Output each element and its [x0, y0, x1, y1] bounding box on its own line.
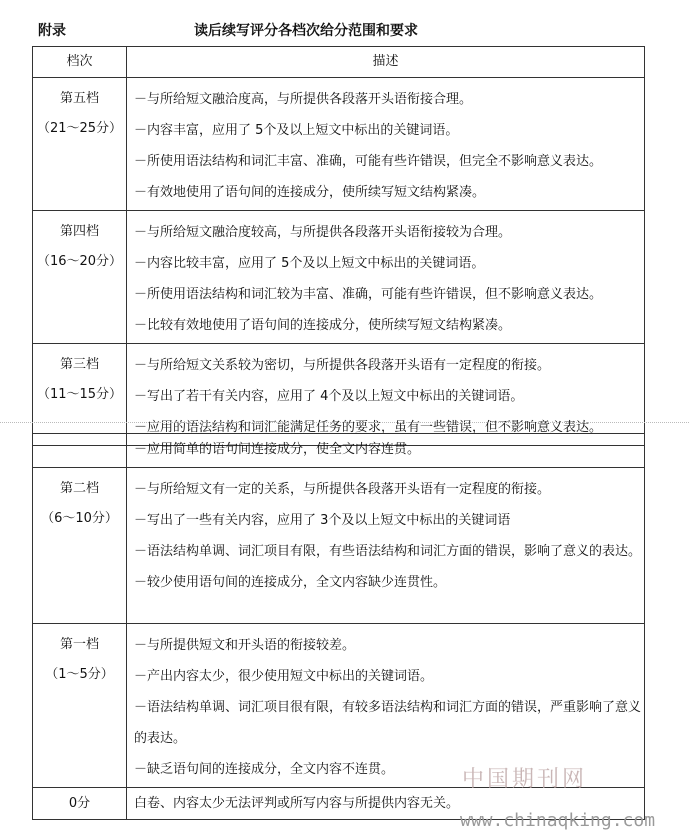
criterion-line: －应用的语法结构和词汇能满足任务的要求，虽有一些错误，但不影响意义表达。 [134, 420, 603, 435]
tier-cell [33, 78, 127, 211]
description-cell [127, 434, 645, 468]
scoring-table-page-1 [32, 46, 645, 446]
description-cell [127, 78, 645, 211]
tier-name: 第一档 [59, 637, 99, 652]
watermark-chinese: 中国期刊网 [462, 767, 588, 792]
tier-range: （6～10分） [41, 511, 118, 526]
criterion-line: －与所给短文融洽度较高，与所提供各段落开头语衔接较为合理。 [134, 225, 512, 240]
tier-name: 第二档 [59, 481, 99, 496]
tier-range: （11～15分） [36, 387, 123, 402]
criterion-line: －与所提供短文和开头语的衔接较差。 [134, 638, 356, 653]
column-header-description: 描述 [127, 47, 645, 78]
criterion-line: －所使用语法结构和词汇丰富、准确，可能有些许错误，但完全不影响意义表达。 [134, 154, 603, 169]
table-row-tier-2 [33, 468, 645, 624]
criterion-line: －较少使用语句间的连接成分，全文内容缺少连贯性。 [134, 575, 447, 590]
tier-name: 第五档 [59, 91, 99, 106]
criterion-line: －缺乏语句间的连接成分，全文内容不连贯。 [134, 762, 395, 777]
watermark-url: www.chinaqking.com [460, 810, 656, 831]
column-header-tier: 档次 [33, 47, 127, 78]
table-header-row [33, 47, 645, 78]
tier-name: 第四档 [59, 224, 99, 239]
criterion-line: －语法结构单调、词汇项目很有限，有较多语法结构和词汇方面的错误，严重影响了意义的表达。 [134, 700, 642, 746]
tier-name: 0分 [33, 788, 127, 820]
table-row-tier-4 [33, 211, 645, 344]
description-cell: 白卷、内容太少无法评判或所写内容与所提供内容无关。 [127, 788, 645, 820]
criterion-line: －比较有效地使用了语句间的连接成分，使所续写短文结构紧凑。 [134, 318, 512, 333]
criterion-line: －写出了若干有关内容，应用了 4个及以上短文中标出的关键词语。 [134, 389, 524, 404]
tier-range: （21～25分） [36, 121, 123, 136]
document-title: 读后续写评分各档次给分范围和要求 [194, 23, 418, 39]
criterion-line: －产出内容太少，很少使用短文中标出的关键词语。 [134, 669, 434, 684]
criterion-line: －应用简单的语句间连接成分，使全文内容连贯。 [134, 442, 421, 457]
tier-cell [33, 344, 127, 446]
table-row-tier-3-continued [33, 434, 645, 468]
tier-range: （16～20分） [36, 254, 123, 269]
tier-cell [33, 468, 127, 624]
tier-cell [33, 211, 127, 344]
description-cell [127, 211, 645, 344]
document-header [0, 14, 689, 38]
criterion-line: －内容丰富，应用了 5个及以上短文中标出的关键词语。 [134, 123, 459, 138]
criterion-line: －写出了一些有关内容，应用了 3个及以上短文中标出的关键词语 [134, 513, 511, 528]
description-cell [127, 344, 645, 446]
criterion-line: －有效地使用了语句间的连接成分，使所续写短文结构紧凑。 [134, 185, 486, 200]
description-cell [127, 468, 645, 624]
criterion-line: －所使用语法结构和词汇较为丰富、准确，可能有些许错误，但不影响意义表达。 [134, 287, 603, 302]
criterion-line: －与所给短文融洽度高，与所提供各段落开头语衔接合理。 [134, 92, 473, 107]
criterion-line: －内容比较丰富，应用了 5个及以上短文中标出的关键词语。 [134, 256, 485, 271]
appendix-label: 附录 [38, 23, 66, 39]
tier-range: （1～5分） [45, 667, 114, 682]
page-break [0, 422, 689, 424]
criterion-line: －语法结构单调、词汇项目有限，有些语法结构和词汇方面的错误，影响了意义的表达。 [134, 544, 642, 559]
criterion-line: －与所给短文有一定的关系，与所提供各段落开头语有一定程度的衔接。 [134, 482, 551, 497]
tier-cell-empty [33, 434, 127, 468]
tier-cell [33, 624, 127, 788]
criterion-line: －与所给短文关系较为密切，与所提供各段落开头语有一定程度的衔接。 [134, 358, 551, 373]
table-row-tier-5 [33, 78, 645, 211]
table-row-tier-3 [33, 344, 645, 446]
tier-name: 第三档 [59, 357, 99, 372]
